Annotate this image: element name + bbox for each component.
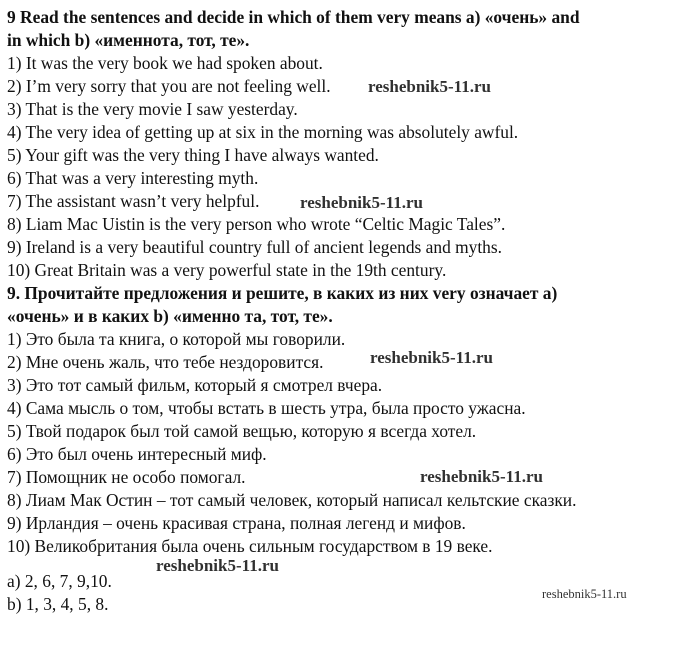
document-page [7, 6, 679, 616]
russian-sentence-5: 5) Твой подарок был той самой вещью, которую я всегда хотел. [7, 421, 477, 441]
answer-b: b) 1, 3, 4, 5, 8. [7, 594, 109, 614]
russian-sentence-3: 3) Это тот самый фильм, который я смотрел вчера. [7, 375, 383, 395]
english-sentence-8: 8) Liam Mac Uistin is the very person who wrote “Celtic Magic Tales”. [7, 214, 506, 234]
watermark: reshebnik5-11.ru [370, 348, 493, 367]
english-sentence-4: 4) The very idea of getting up at six in the morning was absolutely awful. [7, 122, 519, 142]
watermark: reshebnik5-11.ru [368, 77, 491, 96]
watermark: reshebnik5-11.ru [156, 556, 279, 575]
watermark: reshebnik5-11.ru [420, 467, 543, 486]
russian-heading-line-2: «очень» и в каких b) «именно та, тот, те». [7, 306, 333, 326]
russian-sentence-6: 6) Это был очень интересный миф. [7, 444, 267, 464]
russian-heading-line-1: 9. Прочитайте предложения и решите, в каких из них very означает а) [7, 283, 558, 303]
russian-sentence-8: 8) Лиам Мак Остин – тот самый человек, который написал кельтские сказки. [7, 490, 577, 510]
russian-sentence-1: 1) Это была та книга, о которой мы говорили. [7, 329, 346, 349]
russian-sentence-2: 2) Мне очень жаль, что тебе нездоровится. [7, 352, 324, 372]
watermark: reshebnik5-11.ru [542, 587, 627, 601]
english-sentence-1: 1) It was the very book we had spoken about. [7, 53, 323, 73]
russian-sentence-10: 10) Великобритания была очень сильным государством в 19 веке. [7, 536, 493, 556]
answer-a: а) 2, 6, 7, 9,10. [7, 571, 112, 591]
watermark: reshebnik5-11.ru [300, 193, 423, 212]
english-heading-line-1: 9 Read the sentences and decide in which of them very means a) «очень» and [7, 7, 580, 27]
english-sentence-5: 5) Your gift was the very thing I have always wanted. [7, 145, 379, 165]
russian-sentence-4: 4) Сама мысль о том, чтобы встать в шесть утра, была просто ужасна. [7, 398, 526, 418]
russian-sentence-list [7, 328, 679, 558]
english-sentence-3: 3) That is the very movie I saw yesterday. [7, 99, 298, 119]
english-sentence-9: 9) Ireland is a very beautiful country full of ancient legends and myths. [7, 237, 502, 257]
english-heading-line-2: in which b) «именнота, тот, те». [7, 30, 250, 50]
english-sentence-7: 7) The assistant wasn’t very helpful. [7, 191, 260, 211]
spacer [7, 558, 679, 570]
english-sentence-6: 6) That was a very interesting myth. [7, 168, 259, 188]
english-sentence-10: 10) Great Britain was a very powerful state in the 19th century. [7, 260, 447, 280]
english-sentence-list [7, 52, 679, 282]
russian-sentence-7: 7) Помощник не особо помогал. [7, 467, 246, 487]
english-sentence-2: 2) I’m very sorry that you are not feeling well. [7, 76, 331, 96]
russian-sentence-9: 9) Ирландия – очень красивая страна, полная легенд и мифов. [7, 513, 466, 533]
